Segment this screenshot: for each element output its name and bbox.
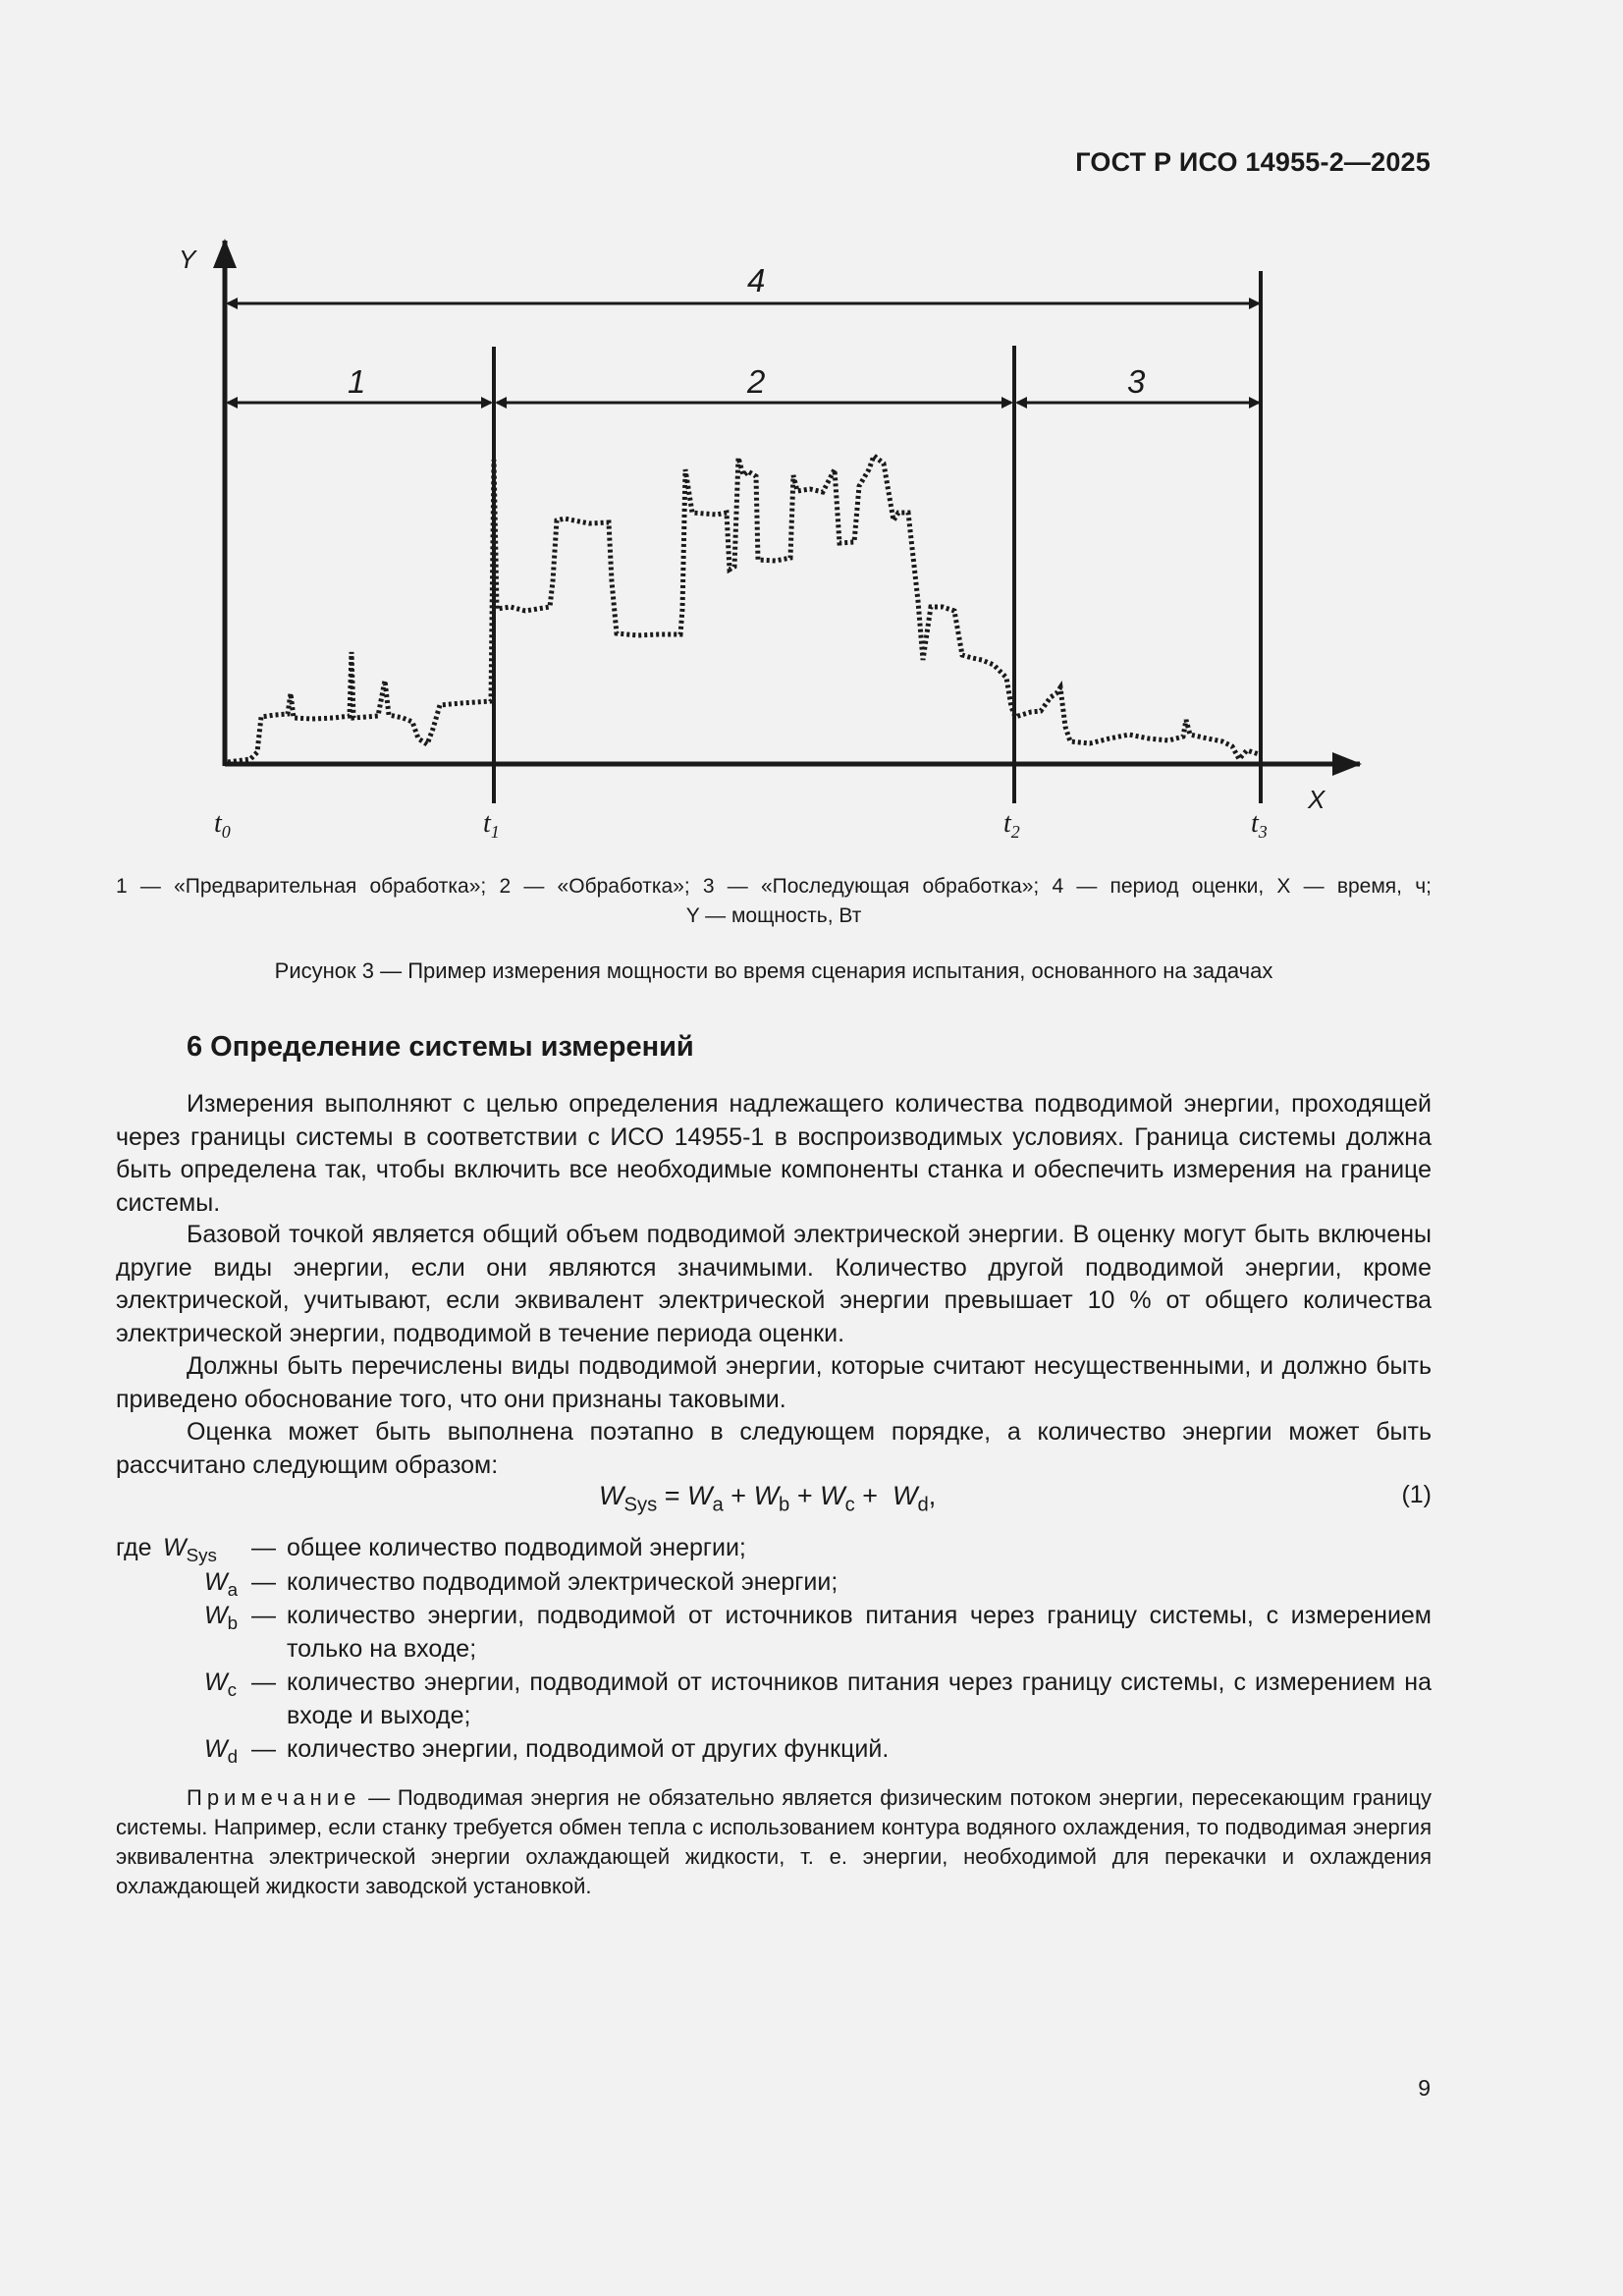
definition-row: [116, 1667, 1432, 1733]
page-number: 9: [1418, 2075, 1431, 2101]
definition-text: количество подводимой электрической энергии;: [287, 1568, 839, 1596]
definition-text: количество энергии, подводимой от источников питания через границу системы, с измерением только на входе;: [287, 1602, 1432, 1663]
note-text: — Подводимая энергия не обязательно является физическим потоком энергии, пересекающим границу системы. Например, если станку требуется обмен тепла с использованием контура водяного охлаждения, то подводимая энергия эквивалентна электрической энергии охлаждающей жидкости, т. е. энергии, необходимой для перекачки и охлаждения охлаждающей жидкости заводской установкой.: [116, 1785, 1432, 1898]
formula-number: (1): [1401, 1481, 1432, 1508]
paragraph: Должны быть перечислены виды подводимой энергии, которые считают несущественными, и должно быть приведено обоснование того, что они признаны таковыми.: [116, 1352, 1432, 1413]
note: [116, 1783, 1432, 1901]
definition-row: [116, 1733, 1432, 1767]
definition-row: [116, 1566, 1432, 1600]
paragraph: Базовой точкой является общий объем подводимой электрической энергии. В оценку могут быть включены другие виды энергии, если они являются значимыми. Количество другой подводимой энергии, кроме электрической, учитывают, если эквивалент электрической энергии превышает 10 % от общего количества электрической энергии, подводимой в течение периода оценки.: [116, 1221, 1432, 1347]
time-mark-t3: $t_3$: [1251, 808, 1268, 842]
power-curve: [228, 456, 1259, 762]
figure-title: Рисунок 3 — Пример измерения мощности во время сценария испытания, основанного на задачах: [274, 958, 1273, 983]
y-axis-label: Y: [179, 245, 196, 274]
definition-dash: —: [251, 1568, 276, 1596]
definition-text: количество энергии, подводимой от источников питания через границу системы, с измерением на входе и выходе;: [287, 1668, 1432, 1729]
definition-symbol: $W_a$: [204, 1568, 239, 1600]
interval-2-label: 2: [747, 363, 766, 400]
definition-dash: —: [251, 1668, 276, 1696]
standard-code: ГОСТ Р ИСО 14955-2—2025: [1075, 147, 1431, 177]
definition-dash: —: [251, 1602, 276, 1629]
definition-dash: —: [251, 1735, 276, 1763]
interval-4-label: 4: [747, 262, 766, 299]
section-heading: 6 Определение системы измерений: [187, 1031, 694, 1063]
paragraph: Измерения выполняют с целью определения надлежащего количества подводимой энергии, проходящей через границы системы в соответствии с ИСО 14955-1 в воспроизводимых условиях. Граница системы должна быть определена так, чтобы включить все необходимые компоненты станка и обеспечить измерения на границе системы.: [116, 1090, 1432, 1217]
paragraph: Оценка может быть выполнена поэтапно в следующем порядке, а количество энергии может быть рассчитано следующим образом:: [116, 1418, 1432, 1479]
formula: $W_{Sys} = W_a + W_b + W_c + W_d$,: [599, 1481, 937, 1516]
time-mark-t2: $t_2$: [1003, 808, 1020, 842]
interval-3-label: 3: [1127, 363, 1146, 400]
definition-row: [116, 1532, 1432, 1565]
interval-1-label: 1: [348, 363, 366, 400]
x-axis-label: X: [1308, 785, 1325, 814]
definition-dash: —: [251, 1534, 276, 1561]
power-measurement-figure: [0, 0, 1623, 884]
note-label: Примечание: [187, 1785, 361, 1810]
definition-row: [116, 1600, 1432, 1667]
definition-symbol: $W_{Sys}$: [163, 1534, 217, 1565]
figure-legend-line-1: 1 — «Предварительная обработка»; 2 — «Обработка»; 3 — «Последующая обработка»; 4 — период оценки, X — время, ч;: [116, 875, 1432, 898]
definition-symbol: $W_c$: [204, 1668, 237, 1700]
definition-symbol: $W_d$: [204, 1735, 239, 1767]
figure-legend-line-2: Y — мощность, Вт: [685, 904, 862, 927]
definition-symbol: $W_b$: [204, 1602, 239, 1633]
where-word: где: [116, 1534, 152, 1561]
time-mark-t1: $t_1$: [483, 808, 500, 842]
definition-text: общее количество подводимой энергии;: [287, 1534, 746, 1561]
time-mark-t0: $t_0$: [214, 808, 231, 842]
definition-text: количество энергии, подводимой от других функций.: [287, 1735, 890, 1763]
